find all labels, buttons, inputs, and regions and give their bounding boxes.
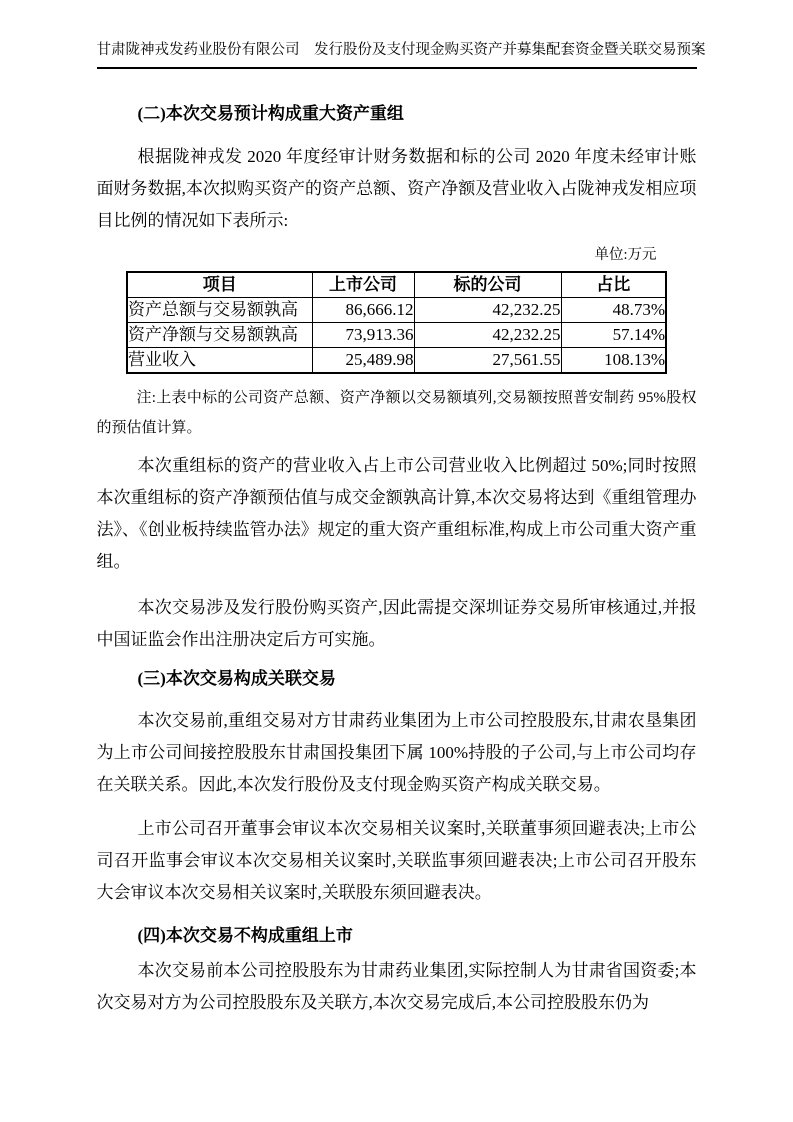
- table-row: [127, 323, 666, 348]
- col-header-target-company: 标的公司: [414, 272, 561, 298]
- table-header-row: [127, 272, 666, 298]
- cell-listed-value: 73,913.36: [312, 323, 414, 348]
- document-header-title: 甘肃陇神戎发药业股份有限公司 发行股份及支付现金购买资产并募集配套资金暨关联交易预案: [97, 40, 697, 69]
- section-2-paragraph-1: 根据陇神戎发 2020 年度经审计财务数据和标的公司 2020 年度未经审计账面财务数据,本次拟购买资产的资产总额、资产净额及营业收入占陇神戎发相应项目比例的情况如下表所示:: [96, 147, 697, 230]
- cell-target-value: 42,232.25: [414, 298, 561, 323]
- section-2-heading: (二)本次交易预计构成重大资产重组: [137, 104, 404, 123]
- col-header-ratio: 占比: [561, 272, 666, 298]
- col-header-item: 项目: [127, 272, 312, 298]
- cell-ratio-value: 57.14%: [561, 323, 666, 348]
- cell-ratio-value: 108.13%: [561, 348, 666, 374]
- cell-item: 营业收入: [127, 348, 312, 374]
- cell-target-value: 42,232.25: [414, 323, 561, 348]
- table-row: [127, 348, 666, 374]
- table-row: [127, 298, 666, 323]
- table-note: 注:上表中标的公司资产总额、资产净额以交易额填列,交易额按照普安制药 95%股权的预估值计算。: [96, 390, 697, 436]
- cell-ratio-value: 48.73%: [561, 298, 666, 323]
- cell-item: 资产净额与交易额孰高: [127, 323, 312, 348]
- section-2-paragraph-3: 本次交易涉及发行股份购买资产,因此需提交深圳证券交易所审核通过,并报中国证监会作出注册决定后方可实施。: [96, 598, 697, 649]
- section-4-heading: (四)本次交易不构成重组上市: [137, 926, 353, 945]
- cell-target-value: 27,561.55: [414, 348, 561, 374]
- section-3-heading: (三)本次交易构成关联交易: [137, 669, 336, 688]
- section-3-paragraph-2: 上市公司召开董事会审议本次交易相关议案时,关联董事须回避表决;上市公司召开监事会审议本次交易相关议案时,关联监事须回避表决;上市公司召开股东大会审议本次交易相关议案时,关联股东须回避表决。: [96, 819, 697, 902]
- section-4-paragraph-1: 本次交易前本公司控股股东为甘肃药业集团,实际控制人为甘肃省国资委;本次交易对方为公司控股股东及关联方,本次交易完成后,本公司控股股东仍为: [96, 961, 697, 1012]
- cell-listed-value: 25,489.98: [312, 348, 414, 374]
- document-page: [96, 0, 706, 1019]
- section-2-paragraph-2: 本次重组标的资产的营业收入占上市公司营业收入比例超过 50%;同时按照本次重组标的资产净额预估值与成交金额孰高计算,本次交易将达到《重组管理办法》、《创业板持续监管办法》规定的重大资产重组标准,构成上市公司重大资产重组。: [96, 456, 697, 571]
- cell-listed-value: 86,666.12: [312, 298, 414, 323]
- col-header-listed-company: 上市公司: [312, 272, 414, 298]
- section-3-paragraph-1: 本次交易前,重组交易对方甘肃药业集团为上市公司控股股东,甘肃农垦集团为上市公司间接控股股东甘肃国投集团下属 100%持股的子公司,与上市公司均存在关联关系。因此,本次发行股份及支付现金购买资产构成关联交易。: [96, 711, 697, 794]
- asset-ratio-table: [126, 271, 667, 374]
- cell-item: 资产总额与交易额孰高: [127, 298, 312, 323]
- table-unit-label: 单位:万元: [594, 247, 657, 263]
